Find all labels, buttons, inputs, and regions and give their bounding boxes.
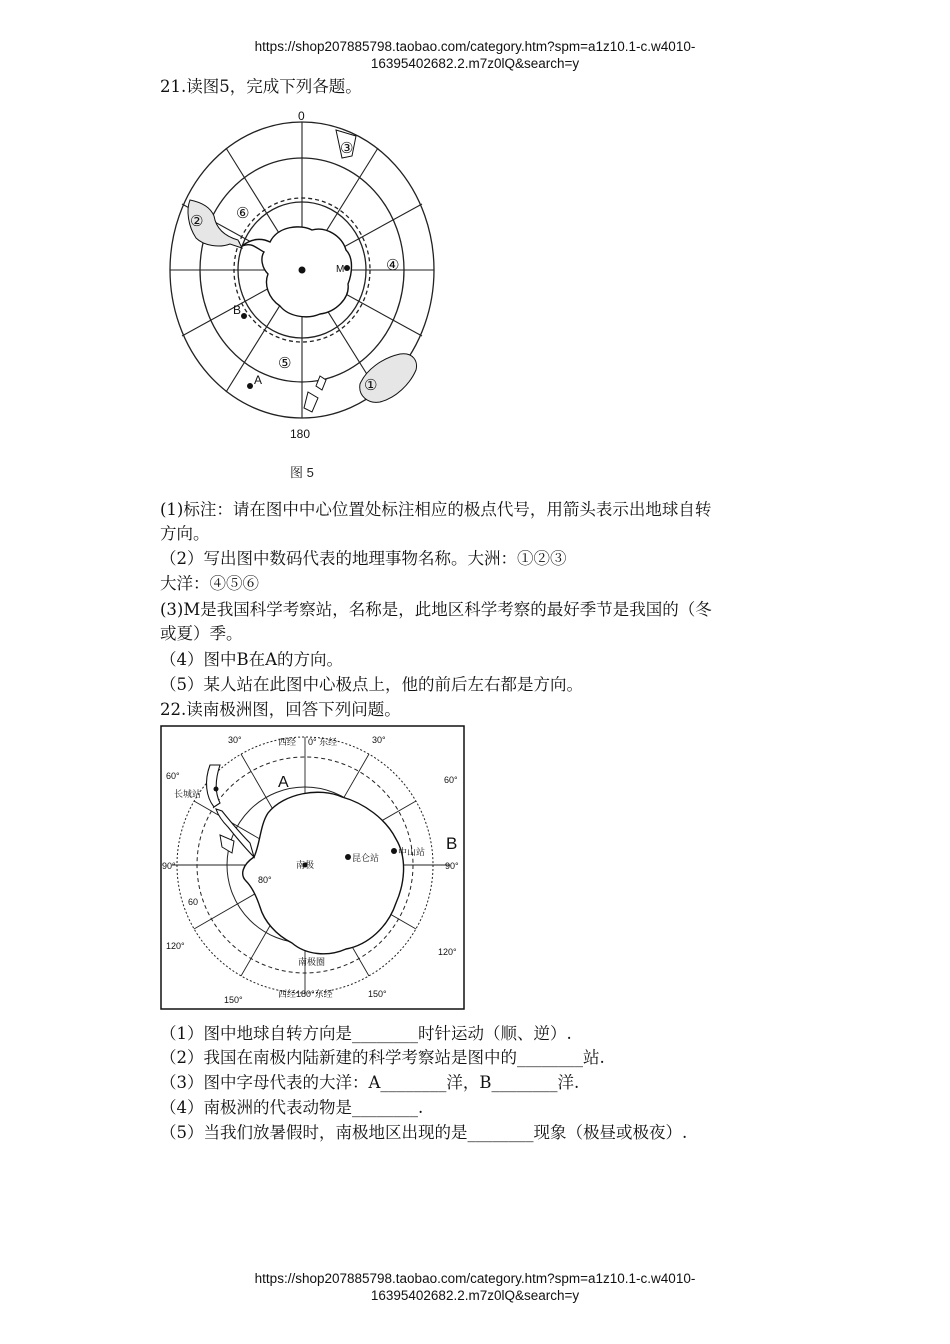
label-west: 西经 — [278, 737, 297, 747]
marker-6: ⑥ — [236, 205, 250, 222]
marker-2: ② — [190, 213, 204, 230]
tick-150-left: 150° — [224, 995, 243, 1005]
label-bottom-meridian: 西经180°东经 — [278, 989, 333, 999]
label-180: 180 — [290, 427, 311, 441]
tick-90-right: 90° — [445, 861, 459, 871]
q21-item-4: （4）图中B在A的方向。 — [160, 650, 344, 669]
label-kunlun-station: 昆仑站 — [352, 853, 380, 863]
label-m: M — [336, 264, 345, 275]
tick-60-inner: 60 — [188, 897, 199, 907]
point-b-dot — [241, 313, 247, 319]
pole-dot — [299, 267, 306, 274]
q22-item-5: （5）当我们放暑假时，南极地区出现的是________现象（极昼或极夜）. — [160, 1123, 688, 1142]
antarctica-map — [160, 725, 465, 1010]
label-a: A — [254, 373, 263, 387]
label-south-pole: 南极 — [296, 860, 315, 870]
label-great-wall-station: 长城站 — [174, 789, 202, 799]
marker-4: ④ — [386, 257, 400, 274]
tick-60-right: 60° — [444, 775, 458, 785]
figure5-polar-map — [160, 108, 450, 458]
zhongshan-station-dot — [391, 848, 397, 854]
kunlun-station-dot — [345, 854, 351, 860]
q21-title: 21.读图5，完成下列各题。 — [160, 77, 362, 96]
tick-120-right: 120° — [438, 947, 457, 957]
header-url-line1[interactable]: https://shop207885798.taobao.com/category.htm?spm=a1z10.1-c.w4010- — [254, 39, 696, 54]
footer-url-line2[interactable]: 16395402682.2.m7z0lQ&search=y — [370, 1288, 580, 1303]
q22-item-2: （2）我国在南极内陆新建的科学考察站是图中的________站. — [160, 1048, 605, 1067]
label-0: 0 — [298, 109, 305, 123]
tick-150-right: 150° — [368, 989, 387, 999]
marker-1: ① — [364, 377, 378, 394]
q22-title: 22.读南极洲图，回答下列问题。 — [160, 700, 401, 719]
q21-item-3a: (3)M是我国科学考察站，名称是，此地区科学考察的最好季节是我国的（冬 — [160, 600, 712, 619]
q22-item-4: （4）南极洲的代表动物是________. — [160, 1098, 424, 1117]
q21-item-1b: 方向。 — [160, 524, 210, 543]
tick-80: 80° — [258, 875, 272, 885]
point-m-dot — [344, 265, 350, 271]
q21-item-2b: 大洋：④⑤⑥ — [160, 574, 259, 593]
label-antarctic-circle: 南极圈 — [298, 957, 326, 967]
great-wall-station-dot — [214, 787, 219, 792]
marker-5: ⑤ — [278, 355, 292, 372]
tick-60-left: 60° — [166, 771, 180, 781]
header-url[interactable] — [0, 38, 950, 72]
new-zealand-landmass — [304, 392, 318, 412]
marker-3: ③ — [340, 140, 354, 157]
island-landmass — [316, 376, 326, 390]
q22-item-3: （3）图中字母代表的大洋：A________洋，B________洋. — [160, 1073, 580, 1092]
q21-item-1a: (1)标注：请在图中中心位置处标注相应的极点代号，用箭头表示出地球自转 — [160, 500, 712, 519]
point-a-dot — [247, 383, 253, 389]
tick-30-left: 30° — [228, 735, 242, 745]
label-zero-east: 0° 东经 — [308, 737, 338, 747]
tick-90-left: 90° — [162, 861, 176, 871]
letter-b: B — [446, 834, 458, 853]
header-url-line2[interactable]: 16395402682.2.m7z0lQ&search=y — [370, 56, 580, 71]
letter-a: A — [278, 774, 289, 791]
label-b: B — [233, 303, 242, 317]
q22-item-1: （1）图中地球自转方向是________时针运动（顺、逆）. — [160, 1024, 572, 1043]
q21-item-5: （5）某人站在此图中心极点上，他的前后左右都是方向。 — [160, 675, 583, 694]
footer-url[interactable] — [0, 1270, 950, 1304]
q21-item-3b: 或夏）季。 — [160, 624, 243, 643]
footer-url-line1[interactable]: https://shop207885798.taobao.com/category.htm?spm=a1z10.1-c.w4010- — [254, 1271, 696, 1286]
tick-120-left: 120° — [166, 941, 185, 951]
q21-item-2a: （2）写出图中数码代表的地理事物名称。大洲：①②③ — [160, 549, 567, 568]
figure5-caption: 图 5 — [290, 465, 314, 480]
label-zhongshan-station: 中山站 — [398, 847, 426, 857]
tick-30-right: 30° — [372, 735, 386, 745]
